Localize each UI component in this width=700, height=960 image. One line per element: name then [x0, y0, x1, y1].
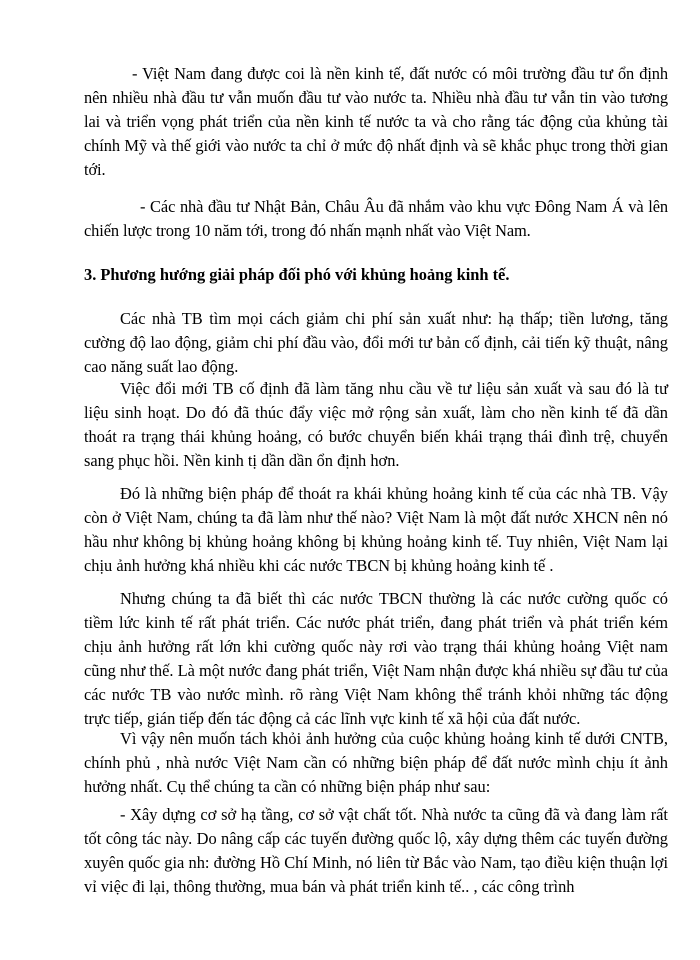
paragraph-vietnam-investment-environment: - Việt Nam đang được coi là nền kinh tế, đất nước có môi trường đầu tư ổn định nên nhiều nhà đầu tư vẫn muốn đầu tư vào nước ta. Nhiều nhà đầu tư vẫn tin vào tương lai và triển vọng phát triển của nền kinh tế nước ta và cho rằng tác động của khủng tài chính Mỹ và thế giới vào nước ta chỉ ở mức độ nhất định và sẽ khắc phục trong thời gian tới. — [84, 64, 668, 179]
paragraph-government-measures: Vì vậy nên muốn tách khỏi ảnh hưởng của cuộc khủng hoảng kinh tế dưới CNTB, chính phủ , nhà nước Việt Nam cần có những biện pháp để đất nước mình chịu ít ảnh hưởng nhất. Cụ thể chúng ta cần có những biện pháp như sau: — [84, 729, 668, 796]
paragraph-japan-europe-investors: - Các nhà đầu tư Nhật Bản, Châu Âu đã nhắm vào khu vực Đông Nam Á và lên chiến lược trong 10 năm tới, trong đó nhấn mạnh nhất vào Việt Nam. — [84, 197, 668, 240]
section-heading: 3. Phương hướng giải pháp đối phó với khủng hoảng kinh tế. — [84, 265, 510, 284]
paragraph-cost-reduction: Các nhà TB tìm mọi cách giảm chi phí sản xuất như: hạ thấp; tiền lương, tăng cường độ lao động, giảm chi phí đầu vào, đổi mới tư bản cố định, cải tiến kỹ thuật, nâng cao năng suất lao động. — [84, 309, 668, 376]
paragraph-fixed-capital-renewal: Việc đổi mới TB cố định đã làm tăng nhu cầu về tư liệu sản xuất và sau đó là tư liệu sinh hoạt. Do đó đã thúc đẩy việc mở rộng sản xuất, làm cho nền kinh tế đã dần thoát ra trạng thái khủng hoảng, có bước chuyển biến khái trạng thái đình trệ, chuyển sang phục hồi. Nền kinh tị dần dần ổn định hơn. — [84, 379, 668, 470]
paragraph-capitalist-powers: Nhưng chúng ta đã biết thì các nước TBCN thường là các nước cường quốc có tiềm lức kinh tế rất phát triển. Các nước phát triển, đang phát triển và phát triển kém chịu ảnh hưởng rất lớn khi cường quốc này rơi vào trạng thái khủng hoảng Việt nam cũng như thế. Là một nước đang phát triển, Việt Nam nhận được khá nhiều sự đầu tư của các nước TB vào nước mình. rõ ràng Việt Nam không thể tránh khỏi những tác động trực tiếp, gián tiếp đến tác động cả các lĩnh vực kinh tế xã hội của đất nước. — [84, 589, 668, 728]
paragraph-infrastructure: - Xây dựng cơ sở hạ tầng, cơ sở vật chất tốt. Nhà nước ta cũng đã và đang làm rất tốt công tác này. Do nâng cấp các tuyến đường quốc lộ, xây dựng thêm các tuyến đường xuyên quốc gia nh: đường Hồ Chí Minh, nó liên từ Bắc vào Nam, tạo điều kiện thuận lợi vỉ việc đi lại, thông thường, mua bán và phát triển kinh tế.. , các công trình — [84, 805, 668, 896]
paragraph-vietnam-approach: Đó là những biện pháp để thoát ra khái khủng hoảng kinh tế của các nhà TB. Vậy còn ở Việt Nam, chúng ta đã làm như thế nào? Việt Nam là một đất nước XHCN nên nó hầu như không bị khủng hoảng không bị khủng hoảng kinh tế. Tuy nhiên, Việt Nam lại chịu ảnh hưởng khá nhiều khi các nước TBCN bị khủng hoảng kinh tế . — [84, 484, 668, 575]
